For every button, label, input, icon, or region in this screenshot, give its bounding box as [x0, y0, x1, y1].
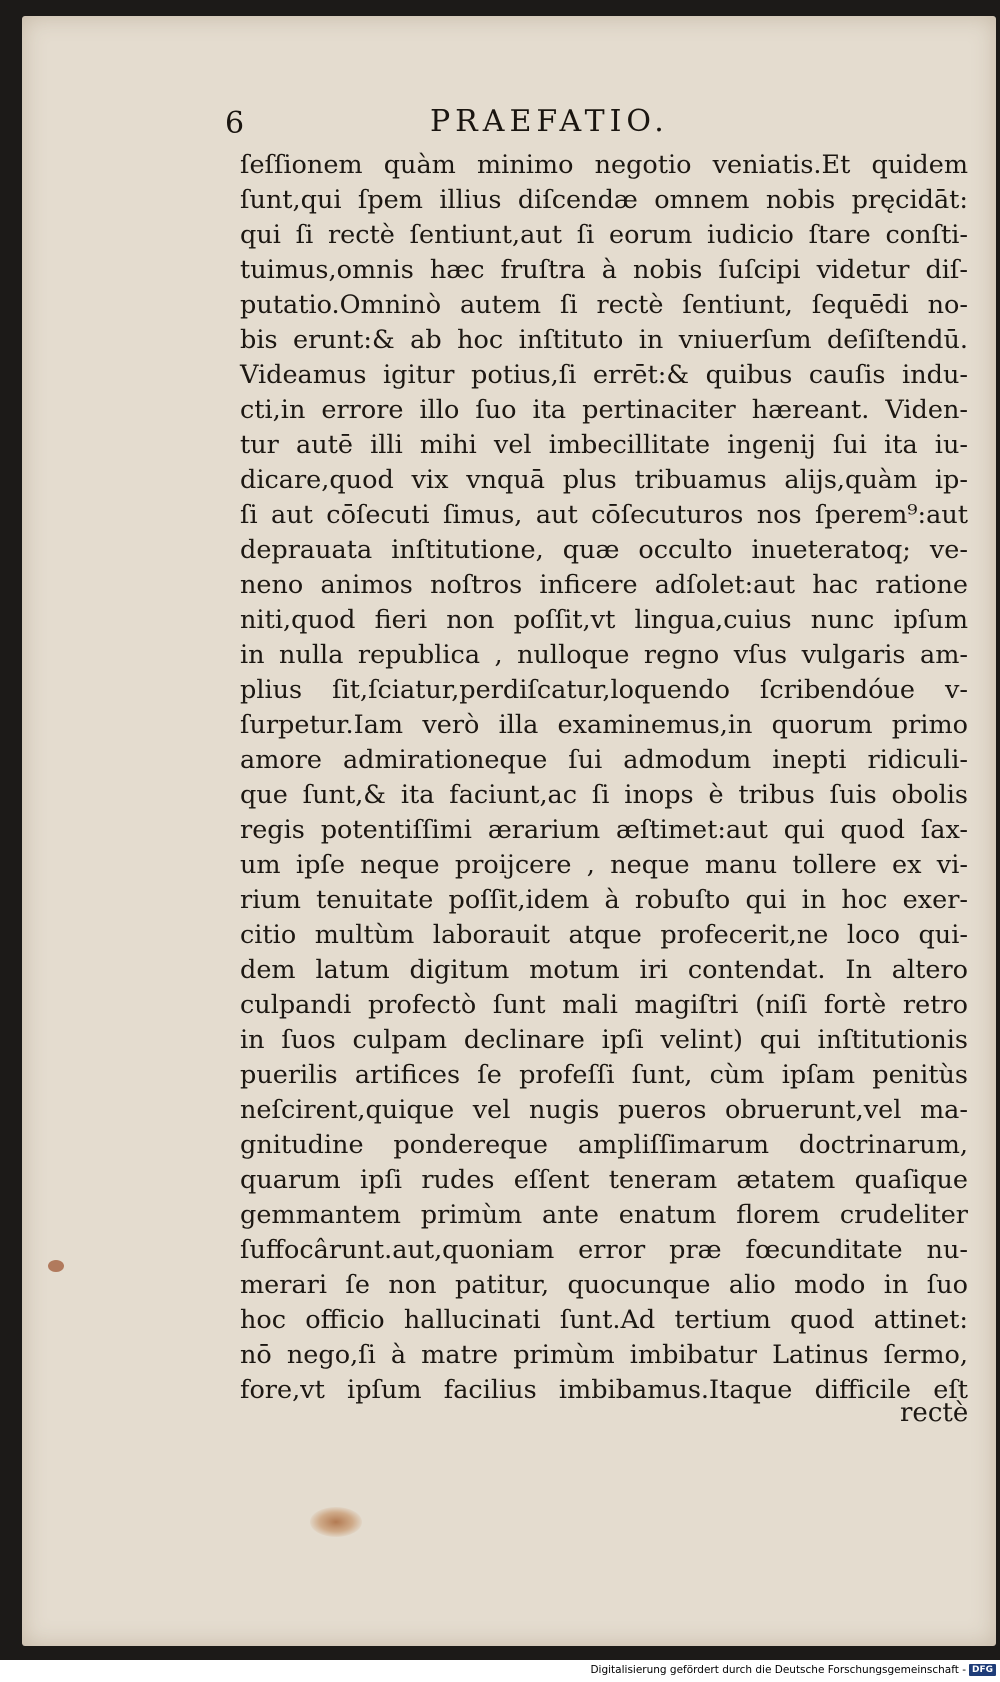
- dfg-logo: DFG: [969, 1664, 996, 1676]
- text-line: nō nego,ſi à matre primùm imbibatur Latinus ſermo,: [240, 1340, 968, 1370]
- footer-credit: Digitalisierung gefördert durch die Deutsche Forschungsgemeinschaft -: [590, 1664, 966, 1676]
- text-line: hoc officio hallucinati ſunt.Ad tertium quod attinet:: [240, 1305, 968, 1335]
- text-line: regis potentiſſimi ærarium æſtimet:aut qui quod ſax-: [240, 815, 968, 845]
- ink-stain: [48, 1260, 64, 1272]
- text-line: ſurpetur.Iam verò illa examinemus,in quorum primo: [240, 710, 968, 740]
- body-text: [240, 148, 968, 1408]
- text-line: plius ſit,ſciatur,perdiſcatur,loquendo ſcribendóue v-: [240, 675, 968, 705]
- text-line: deprauata inſtitutione, quæ occulto inueteratoq; ve-: [240, 535, 968, 565]
- text-line: dem latum digitum motum iri contendat. In altero: [240, 955, 968, 985]
- text-line: bis erunt:& ab hoc inſtituto in vniuerſum deſiſtendū.: [240, 325, 968, 355]
- text-line: fore,vt ipſum facilius imbibamus.Itaque difficile eſt: [240, 1375, 968, 1405]
- text-line: tur autē illi mihi vel imbecillitate ingenij ſui ita iu-: [240, 430, 968, 460]
- text-line: um ipſe neque proijcere , neque manu tollere ex vi-: [240, 850, 968, 880]
- digitization-footer: [590, 1664, 996, 1676]
- text-line: neno animos noſtros inficere adſolet:aut hac ratione: [240, 570, 968, 600]
- running-head: PRAEFATIO.: [430, 104, 669, 139]
- text-line: merari ſe non patitur, quocunque alio modo in ſuo: [240, 1270, 968, 1300]
- text-line: citio multùm laborauit atque profecerit,ne loco qui-: [240, 920, 968, 950]
- text-line: gemmantem primùm ante enatum florem crudeliter: [240, 1200, 968, 1230]
- text-line: niti,quod fieri non poſſit,vt lingua,cuius nunc ipſum: [240, 605, 968, 635]
- text-line: Videamus igitur potius,ſi errēt:& quibus cauſis indu-: [240, 360, 968, 390]
- text-line: dicare,quod vix vnquā plus tribuamus alijs,quàm ip-: [240, 465, 968, 495]
- text-line: cti,in errore illo ſuo ita pertinaciter hæreant. Viden-: [240, 395, 968, 425]
- text-line: neſcirent,quique vel nugis pueros obruerunt,vel ma-: [240, 1095, 968, 1125]
- page-number: 6: [225, 106, 245, 141]
- text-line: puerilis artifices ſe profeſſi ſunt, cùm ipſam penitùs: [240, 1060, 968, 1090]
- text-line: gnitudine pondereque ampliſſimarum doctrinarum,: [240, 1130, 968, 1160]
- text-line: qui ſi rectè ſentiunt,aut ſi eorum iudicio ſtare conſti-: [240, 220, 968, 250]
- text-line: tuimus,omnis hæc fruſtra à nobis ſuſcipi videtur diſ-: [240, 255, 968, 285]
- text-line: culpandi profectò ſunt mali magiſtri (niſi fortè retro: [240, 990, 968, 1020]
- text-line: rium tenuitate poſſit,idem à robuſto qui in hoc exer-: [240, 885, 968, 915]
- text-line: ſuffocârunt.aut,quoniam error præ fœcunditate nu-: [240, 1235, 968, 1265]
- text-line: ſi aut cōſecuti ſimus, aut cōſecuturos nos ſperem⁹:aut: [240, 500, 968, 530]
- text-line: ſunt,qui ſpem illius diſcendæ omnem nobis pręcidāt:: [240, 185, 968, 215]
- text-line: in ſuos culpam declinare ipſi velint) qui inſtitutionis: [240, 1025, 968, 1055]
- text-line: que ſunt,& ita faciunt,ac ſi inops è tribus ſuis obolis: [240, 780, 968, 810]
- text-line: ſeſſionem quàm minimo negotio veniatis.Et quidem: [240, 150, 968, 180]
- text-line: quarum ipſi rudes eſſent teneram ætatem quaſique: [240, 1165, 968, 1195]
- text-line: amore admirationeque ſui admodum inepti ridiculi-: [240, 745, 968, 775]
- printer-ornament-stain: [310, 1507, 362, 1537]
- text-line: putatio.Omninò autem ſi rectè ſentiunt, ſequēdi no-: [240, 290, 968, 320]
- text-line: in nulla republica , nulloque regno vſus vulgaris am-: [240, 640, 968, 670]
- catchword: rectè: [900, 1398, 969, 1428]
